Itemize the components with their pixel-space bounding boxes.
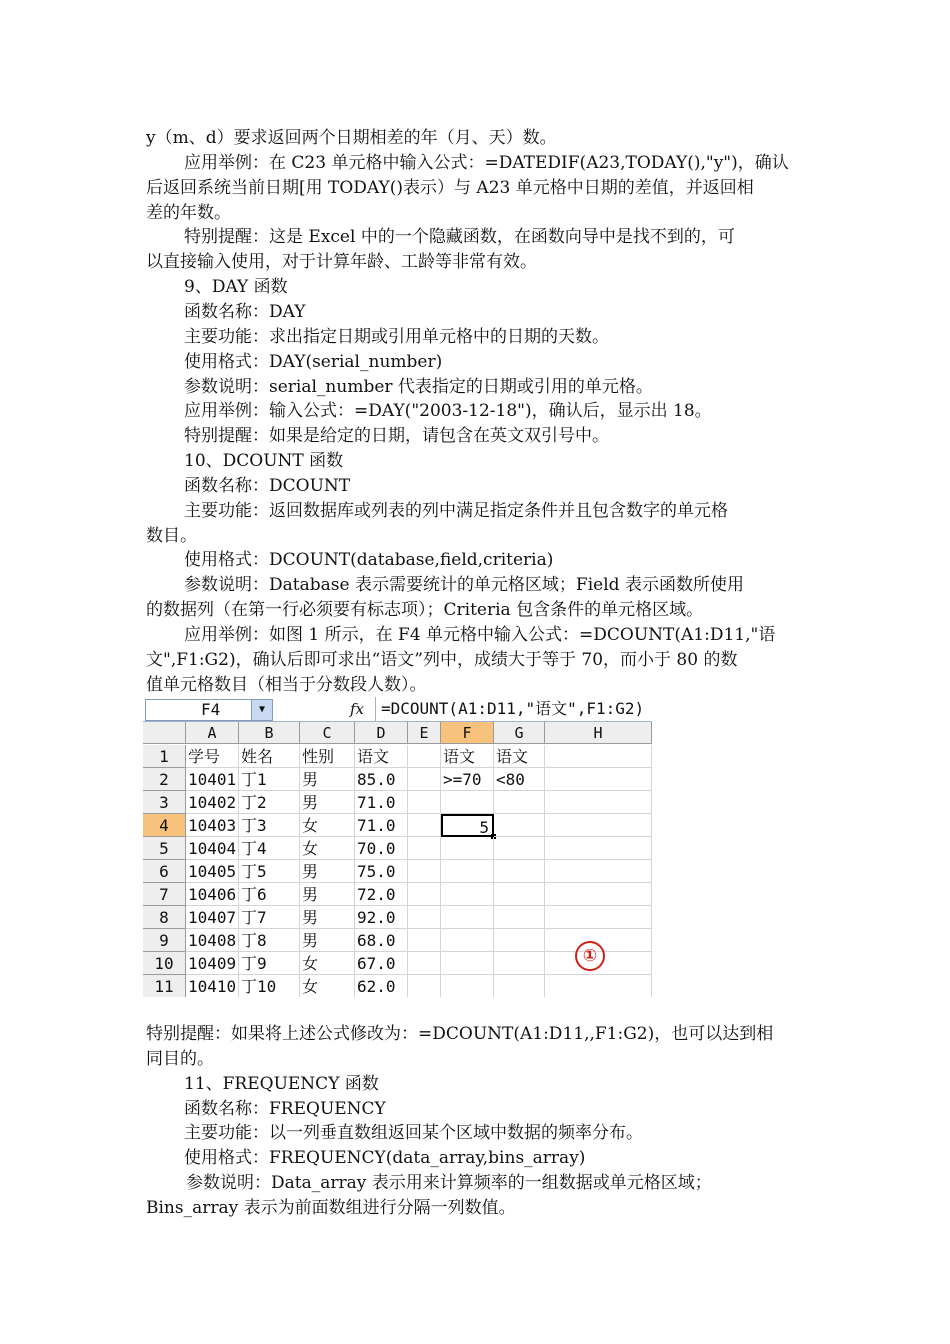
cell-e8[interactable] bbox=[408, 906, 441, 929]
cell-d8[interactable]: 92.0 bbox=[355, 906, 408, 929]
cell-c7[interactable]: 男 bbox=[300, 883, 355, 906]
column-header-a[interactable]: A bbox=[186, 722, 239, 744]
cell-e1[interactable] bbox=[408, 745, 441, 768]
text-line: y（m、d）要求返回两个日期相差的年（月、天）数。 bbox=[146, 128, 557, 148]
cell-e11[interactable] bbox=[408, 975, 441, 997]
cell-h1[interactable] bbox=[545, 745, 652, 768]
cell-g7[interactable] bbox=[494, 883, 545, 906]
cell-c9[interactable]: 男 bbox=[300, 929, 355, 952]
cell-e7[interactable] bbox=[408, 883, 441, 906]
text-line: 主要功能：返回数据库或列表的列中满足指定条件并且包含数字的单元格 bbox=[184, 500, 728, 521]
text-line: 数目。 bbox=[146, 525, 197, 546]
cell-f8[interactable] bbox=[441, 906, 494, 929]
cell-b1[interactable]: 姓名 bbox=[239, 745, 300, 768]
cell-h4[interactable] bbox=[545, 814, 652, 837]
cell-b3[interactable]: 丁2 bbox=[239, 791, 300, 814]
row-header[interactable]: 5 bbox=[143, 837, 186, 860]
text-line: 特别提醒：如果将上述公式修改为：=DCOUNT(A1:D11,,F1:G2)，也可以达到相 bbox=[146, 1024, 774, 1044]
cell-h5[interactable] bbox=[545, 837, 652, 860]
cell-h7[interactable] bbox=[545, 883, 652, 906]
name-box[interactable] bbox=[145, 699, 273, 721]
cell-e10[interactable] bbox=[408, 952, 441, 975]
cell-f2[interactable]: >=70 bbox=[441, 768, 494, 791]
select-all-corner[interactable] bbox=[143, 722, 186, 744]
cell-d4[interactable]: 71.0 bbox=[355, 814, 408, 837]
column-header-g[interactable]: G bbox=[494, 722, 545, 744]
text-line: 应用举例：如图 1 所示，在 F4 单元格中输入公式：=DCOUNT(A1:D11,"语 bbox=[184, 625, 776, 645]
cell-a9[interactable]: 10408 bbox=[186, 929, 239, 952]
cell-f11[interactable] bbox=[441, 975, 494, 997]
text-line: 10、DCOUNT 函数 bbox=[184, 451, 344, 472]
text-line: 函数名称：DCOUNT bbox=[184, 475, 351, 496]
text-line: 函数名称：DAY bbox=[184, 301, 306, 322]
cell-c3[interactable]: 男 bbox=[300, 791, 355, 814]
cell-c5[interactable]: 女 bbox=[300, 837, 355, 860]
cell-a10[interactable]: 10409 bbox=[186, 952, 239, 975]
row-header[interactable]: 11 bbox=[143, 975, 186, 997]
cell-g4[interactable] bbox=[494, 814, 545, 837]
cell-d2[interactable]: 85.0 bbox=[355, 768, 408, 791]
cell-a4[interactable]: 10403 bbox=[186, 814, 239, 837]
text-line: 文",F1:G2)，确认后即可求出“语文”列中，成绩大于等于 70，而小于 80 的数 bbox=[146, 649, 738, 670]
formula-separator bbox=[375, 697, 376, 721]
text-line: 同目的。 bbox=[146, 1048, 214, 1069]
figure-marker: ① bbox=[575, 941, 605, 971]
cell-e2[interactable] bbox=[408, 768, 441, 791]
cell-g2[interactable]: <80 bbox=[494, 768, 545, 791]
text-line: 使用格式：DAY(serial_number) bbox=[184, 351, 443, 372]
cell-g8[interactable] bbox=[494, 906, 545, 929]
cell-h6[interactable] bbox=[545, 860, 652, 883]
cell-e6[interactable] bbox=[408, 860, 441, 883]
text-line: 特别提醒：如果是给定的日期，请包含在英文双引号中。 bbox=[184, 426, 609, 447]
cell-d6[interactable]: 75.0 bbox=[355, 860, 408, 883]
text-line: 差的年数。 bbox=[146, 202, 231, 223]
active-cell[interactable]: 5 bbox=[441, 814, 494, 837]
text-line: 后返回系统当前日期[用 TODAY()表示）与 A23 单元格中日期的差值，并返回相 bbox=[146, 177, 754, 198]
cell-c2[interactable]: 男 bbox=[300, 768, 355, 791]
cell-c8[interactable]: 男 bbox=[300, 906, 355, 929]
formula-bar bbox=[143, 697, 652, 722]
text-line: Bins_array 表示为前面数组进行分隔一列数值。 bbox=[146, 1197, 516, 1218]
text-line: 主要功能：以一列垂直数组返回某个区域中数据的频率分布。 bbox=[184, 1123, 643, 1144]
text-line: 的数据列（在第一行必须要有标志项）；Criteria 包含条件的单元格区域。 bbox=[146, 600, 704, 621]
cell-e4[interactable] bbox=[408, 814, 441, 837]
text-line: 值单元格数目（相当于分数段人数）。 bbox=[146, 674, 427, 695]
cell-a5[interactable]: 10404 bbox=[186, 837, 239, 860]
cell-f5[interactable] bbox=[441, 837, 494, 860]
cell-c4[interactable]: 女 bbox=[300, 814, 355, 837]
cell-a2[interactable]: 10401 bbox=[186, 768, 239, 791]
row-header[interactable]: 7 bbox=[143, 883, 186, 906]
cell-b2[interactable]: 丁1 bbox=[239, 768, 300, 791]
text-line: 应用举例：在 C23 单元格中输入公式：=DATEDIF(A23,TODAY(),"y")，确认 bbox=[184, 152, 789, 173]
cell-h8[interactable] bbox=[545, 906, 652, 929]
cell-f6[interactable] bbox=[441, 860, 494, 883]
cell-g9[interactable] bbox=[494, 929, 545, 952]
cell-a6[interactable]: 10405 bbox=[186, 860, 239, 883]
cell-g6[interactable] bbox=[494, 860, 545, 883]
row-header[interactable]: 8 bbox=[143, 906, 186, 929]
cell-b11[interactable]: 丁10 bbox=[239, 975, 300, 997]
cell-a1[interactable]: 学号 bbox=[186, 745, 239, 768]
cell-b7[interactable]: 丁6 bbox=[239, 883, 300, 906]
text-line: 函数名称：FREQUENCY bbox=[184, 1098, 386, 1119]
cell-g5[interactable] bbox=[494, 837, 545, 860]
cell-f3[interactable] bbox=[441, 791, 494, 814]
spreadsheet-screenshot bbox=[143, 697, 652, 997]
cell-f7[interactable] bbox=[441, 883, 494, 906]
text-line: 主要功能：求出指定日期或引用单元格中的日期的天数。 bbox=[184, 326, 609, 347]
cell-a11[interactable]: 10410 bbox=[186, 975, 239, 997]
cell-b8[interactable]: 丁7 bbox=[239, 906, 300, 929]
row-header[interactable]: 6 bbox=[143, 860, 186, 883]
cell-d3[interactable]: 71.0 bbox=[355, 791, 408, 814]
row-header[interactable]: 1 bbox=[143, 745, 186, 768]
cell-g1[interactable]: 语文 bbox=[494, 745, 545, 768]
column-header-f[interactable]: F bbox=[441, 722, 494, 744]
column-header-e[interactable]: E bbox=[408, 722, 441, 744]
cell-b6[interactable]: 丁5 bbox=[239, 860, 300, 883]
cell-b10[interactable]: 丁9 bbox=[239, 952, 300, 975]
cell-f9[interactable] bbox=[441, 929, 494, 952]
text-line: 9、DAY 函数 bbox=[184, 277, 288, 298]
cell-g3[interactable] bbox=[494, 791, 545, 814]
row-header[interactable]: 3 bbox=[143, 791, 186, 814]
cell-b4[interactable]: 丁3 bbox=[239, 814, 300, 837]
cell-d9[interactable]: 68.0 bbox=[355, 929, 408, 952]
cell-d11[interactable]: 62.0 bbox=[355, 975, 408, 997]
row-header[interactable]: 4 bbox=[143, 814, 186, 837]
text-line: 参数说明：serial_number 代表指定的日期或引用的单元格。 bbox=[184, 376, 653, 397]
cell-d10[interactable]: 67.0 bbox=[355, 952, 408, 975]
cell-c6[interactable]: 男 bbox=[300, 860, 355, 883]
text-line: 使用格式：FREQUENCY(data_array,bins_array) bbox=[184, 1148, 586, 1169]
row-header[interactable]: 9 bbox=[143, 929, 186, 952]
cell-a3[interactable]: 10402 bbox=[186, 791, 239, 814]
column-header-c[interactable]: C bbox=[300, 722, 355, 744]
cell-f10[interactable] bbox=[441, 952, 494, 975]
cell-c11[interactable]: 女 bbox=[300, 975, 355, 997]
cell-b9[interactable]: 丁8 bbox=[239, 929, 300, 952]
cell-f1[interactable]: 语文 bbox=[441, 745, 494, 768]
cell-d1[interactable]: 语文 bbox=[355, 745, 408, 768]
cell-d5[interactable]: 70.0 bbox=[355, 837, 408, 860]
cell-h3[interactable] bbox=[545, 791, 652, 814]
text-line: 使用格式：DCOUNT(database,field,criteria) bbox=[184, 550, 554, 571]
text-line: 应用举例：输入公式：=DAY("2003-12-18")，确认后，显示出 18。 bbox=[184, 401, 712, 422]
column-header-h[interactable]: H bbox=[545, 722, 652, 744]
text-line: 11、FREQUENCY 函数 bbox=[184, 1073, 379, 1094]
fx-icon[interactable]: fx bbox=[350, 700, 365, 718]
column-header-b[interactable]: B bbox=[239, 722, 300, 744]
cell-g10[interactable] bbox=[494, 952, 545, 975]
cell-a7[interactable]: 10406 bbox=[186, 883, 239, 906]
cell-e9[interactable] bbox=[408, 929, 441, 952]
text-line: 参数说明：Database 表示需要统计的单元格区域；Field 表示函数所使用 bbox=[184, 575, 744, 596]
cell-e3[interactable] bbox=[408, 791, 441, 814]
cell-a8[interactable]: 10407 bbox=[186, 906, 239, 929]
chevron-down-icon[interactable]: ▼ bbox=[251, 700, 272, 720]
cell-d7[interactable]: 72.0 bbox=[355, 883, 408, 906]
cell-c10[interactable]: 女 bbox=[300, 952, 355, 975]
row-header[interactable]: 10 bbox=[143, 952, 186, 975]
row-header[interactable]: 2 bbox=[143, 768, 186, 791]
cell-c1[interactable]: 性别 bbox=[300, 745, 355, 768]
text-line: 参数说明：Data_array 表示用来计算频率的一组数据或单元格区域； bbox=[186, 1173, 712, 1194]
text-line: 以直接输入使用，对于计算年龄、工龄等非常有效。 bbox=[146, 252, 537, 273]
cell-g11[interactable] bbox=[494, 975, 545, 997]
cell-b5[interactable]: 丁4 bbox=[239, 837, 300, 860]
column-header-d[interactable]: D bbox=[355, 722, 408, 744]
formula-input[interactable]: =DCOUNT(A1:D11,"语文",F1:G2) bbox=[381, 699, 645, 718]
cell-h11[interactable] bbox=[545, 975, 652, 997]
cell-h2[interactable] bbox=[545, 768, 652, 791]
name-box-value: F4 bbox=[201, 700, 221, 719]
cell-e5[interactable] bbox=[408, 837, 441, 860]
text-line: 特别提醒：这是 Excel 中的一个隐藏函数，在函数向导中是找不到的，可 bbox=[184, 227, 735, 248]
